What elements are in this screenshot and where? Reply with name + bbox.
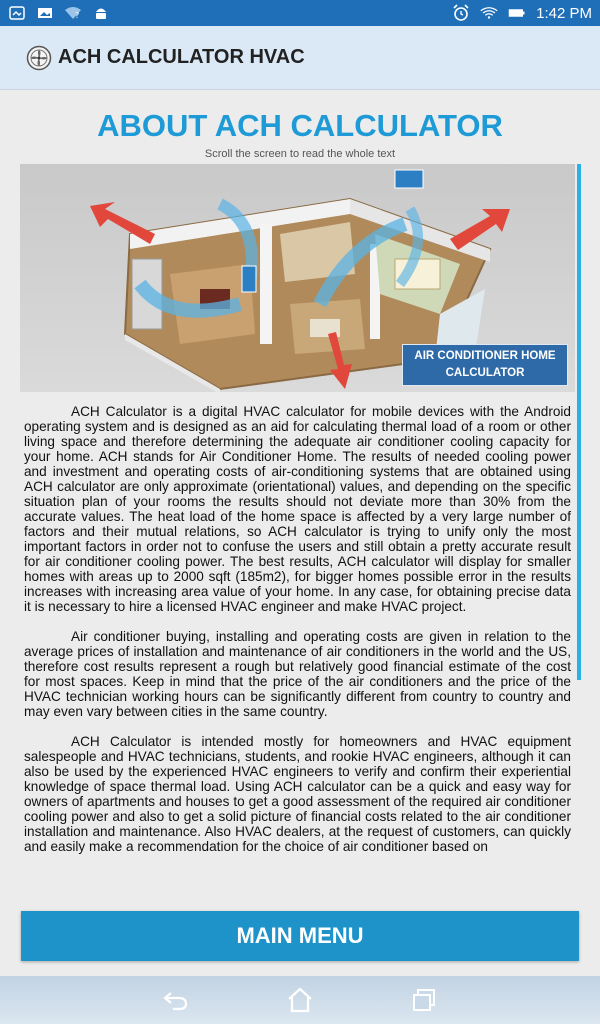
scroll-hint: Scroll the screen to read the whole text xyxy=(204,148,396,160)
main-menu-button[interactable]: MAIN MENU xyxy=(21,911,579,961)
fan-icon xyxy=(26,45,52,71)
alarm-icon xyxy=(452,5,470,21)
house-illustration xyxy=(20,164,575,392)
paragraph: ACH Calculator is a digital HVAC calculator for mobile devices with the Android operating system and is designed as an aid for calculating thermal load of a room or other living space and therefore determining the adequate air conditioner cooling capacity for your home. ACH stands for Air Conditioner Home. The results of needed cooling power and investment and operating costs of air-conditioning systems that are obtained using ACH calculator are only approximate (orientational) values, and depending on the specific situation plan of your rooms the results should not deviate more than 30% from the accurate values. The heat load of the home space is affected by a very large number of factors and their mutual relations, so ACH calculator is trying to unify only the most important factors in order not to confuse the users and still obtain a pretty accurate result for air conditioner cooling power. The best results, ACH calculator will display for smaller homes with areas up to 2000 sqft (185m2), for bigger homes possible error in the results increases with increasing area value of your home. In any case, for obtaining precise data it is necessary to hire a licensed HVAC engineer and make HVAC project. xyxy=(24,404,571,614)
wifi-icon xyxy=(480,5,498,21)
paragraph: Air conditioner buying, installing and operating costs are given in relation to the average prices of installation and maintenance of air conditioners in the world and the US, therefore cost results represent a rough but relatively good financial estimate of the cost for most spaces. Keep in mind that the price of the air conditioners and the price of the HVAC technician working hours can be significantly different from country to country and may even vary between cities in the same country. xyxy=(24,629,571,719)
about-text[interactable] xyxy=(24,404,571,908)
svg-text:?: ? xyxy=(75,11,80,20)
clock-time: 1:42 PM xyxy=(536,4,592,22)
page-title: ABOUT ACH CALCULATOR xyxy=(97,108,503,143)
home-icon[interactable] xyxy=(285,985,315,1015)
wifi-question-icon xyxy=(64,5,82,21)
app-title: ACH CALCULATOR HVAC xyxy=(58,46,305,68)
recent-apps-icon[interactable] xyxy=(409,985,439,1015)
back-icon[interactable] xyxy=(161,985,191,1015)
paragraph: ACH Calculator is intended mostly for homeowners and HVAC equipment salespeople and HVAC technicians, students, and rookie HVAC engineers, although it can also be used by the experienced HVAC engineers to verify and confirm their experiential knowledge of space thermal load. Using ACH calculator can be a quick and easy way for owners of apartments and houses to get a good assessment of the required air conditioner cooling power and also to get a solid picture of financial costs related to the air conditioner installation and maintenance. Also HVAC dealers, at the request of customers, can quickly and easily make a recommendation for the choice of air conditioner based on xyxy=(24,734,571,854)
status-right-icons xyxy=(452,5,592,22)
navigation-bar xyxy=(0,976,600,1024)
scrollbar[interactable] xyxy=(577,164,581,680)
status-left-icons xyxy=(8,5,110,21)
image-caption xyxy=(402,344,568,386)
image-caption-line2: CALCULATOR xyxy=(445,367,525,379)
photo-icon xyxy=(36,5,54,21)
battery-icon xyxy=(508,5,526,21)
image-caption-line1: AIR CONDITIONER HOME xyxy=(414,350,556,362)
gallery-icon xyxy=(8,5,26,21)
app-bar xyxy=(0,26,600,90)
status-bar xyxy=(0,0,600,26)
android-icon xyxy=(92,5,110,21)
